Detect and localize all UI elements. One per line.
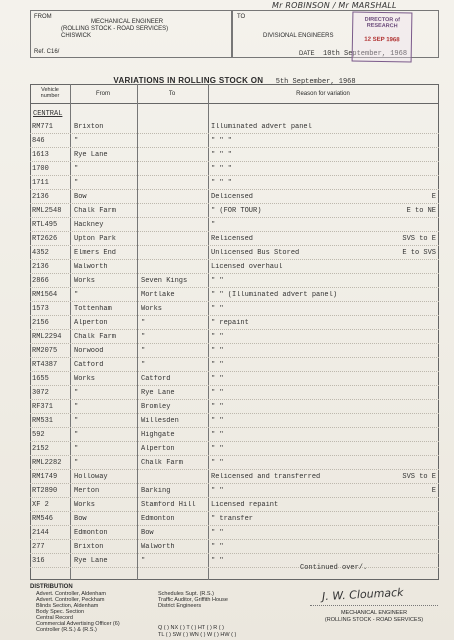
extra-cell: E to SVS — [402, 249, 436, 257]
reason-cell: " " (Illuminated advert panel) — [211, 291, 338, 299]
table-row — [30, 330, 439, 344]
to-cell: " — [141, 319, 146, 327]
table-row — [30, 358, 439, 372]
vehicle-cell: 2136 — [32, 193, 49, 201]
stamp-date: 12 SEP 1968 — [364, 36, 400, 44]
from-cell: Hackney — [74, 221, 104, 229]
to-cell: Mortlake — [141, 291, 175, 299]
from-cell: Norwood — [74, 347, 104, 355]
stamp-line-1: DIRECTOR of — [364, 16, 401, 24]
from-cell: " — [74, 291, 79, 299]
from-cell: Chalk Farm — [74, 207, 117, 215]
vehicle-cell: 2866 — [32, 277, 49, 285]
vehicle-cell: RML2282 — [32, 459, 62, 467]
table-row — [30, 288, 439, 302]
from-cell: " — [74, 137, 79, 145]
vehicle-cell: 1613 — [32, 151, 49, 159]
to-cell: " — [141, 347, 146, 355]
vehicle-cell: RM531 — [32, 417, 54, 425]
from-line-3: CHISWICK — [61, 33, 91, 39]
from-cell: Upton Park — [74, 235, 117, 243]
table-row — [30, 260, 439, 274]
table-row — [30, 302, 439, 316]
vehicle-cell: RTL495 — [32, 221, 58, 229]
reason-cell: " " " — [211, 137, 233, 145]
extra-cell: E — [431, 487, 436, 495]
table-row — [30, 344, 439, 358]
distribution-item: Blinds Section, Aldenham — [36, 603, 99, 609]
table-row — [30, 470, 439, 484]
distribution-item: Traffic Auditor, Griffith House — [158, 597, 228, 603]
title-label: VARIATIONS IN ROLLING STOCK ON — [113, 76, 264, 85]
distribution-item: District Engineers — [158, 603, 202, 609]
signer-title-2: (ROLLING STOCK - ROAD SERVICES) — [324, 617, 424, 623]
reason-cell: " " — [211, 459, 224, 467]
vehicle-cell: 846 — [32, 137, 45, 145]
distribution-item: Advert. Controller, Peckham — [36, 597, 105, 603]
vehicle-cell: 277 — [32, 543, 45, 551]
reason-cell: " " — [211, 305, 224, 313]
from-cell: " — [74, 459, 79, 467]
handwritten-addressee: Mr ROBINSON / Mr MARSHALL — [272, 1, 397, 10]
table-row — [30, 204, 439, 218]
from-cell: Catford — [74, 361, 104, 369]
date-label: DATE — [299, 51, 315, 57]
reason-cell: " " " — [211, 151, 233, 159]
from-line-2: (ROLLING STOCK - ROAD SERVICES) — [61, 26, 169, 32]
table-row — [30, 246, 439, 260]
reason-cell: " " — [211, 417, 224, 425]
reason-cell: " " — [211, 375, 224, 383]
from-cell: Brixton — [74, 543, 104, 551]
reason-cell: " " — [211, 333, 224, 341]
to-cell: Seven Kings — [141, 277, 188, 285]
vehicle-cell: RM2075 — [32, 347, 58, 355]
extra-cell: SVS to E — [402, 473, 436, 481]
to-cell: Rye Lane — [141, 389, 175, 397]
reason-cell: Illuminated advert panel — [211, 123, 312, 131]
to-cell: Bow — [141, 529, 154, 537]
table-row — [30, 414, 439, 428]
reason-cell: " " — [211, 529, 224, 537]
reason-cell: Delicensed — [211, 193, 254, 201]
to-cell: Highgate — [141, 431, 175, 439]
from-cell: Tottenham — [74, 305, 112, 313]
vehicle-cell: RT4387 — [32, 361, 58, 369]
reason-cell: " repaint — [211, 319, 249, 327]
col-header-reason: Reason for variation — [296, 91, 350, 97]
to-cell: Chalk Farm — [141, 459, 184, 467]
reason-cell: " " — [211, 361, 224, 369]
col-header-vehicle: Vehicle number — [40, 87, 60, 99]
signature-rule — [310, 605, 438, 606]
from-cell: " — [74, 403, 79, 411]
vehicle-cell: 1711 — [32, 179, 49, 187]
distribution-list-mid — [158, 591, 268, 609]
from-label: FROM — [34, 14, 52, 20]
reason-cell: " " — [211, 403, 224, 411]
date-value: 10th September, 1968 — [323, 50, 408, 58]
table-header-row — [30, 84, 439, 104]
to-cell: " — [141, 361, 146, 369]
table-row — [30, 456, 439, 470]
from-cell: Chalk Farm — [74, 333, 117, 341]
vehicle-cell: 2156 — [32, 319, 49, 327]
vehicle-cell: RT2890 — [32, 487, 58, 495]
reason-cell: " " " — [211, 165, 233, 173]
from-cell: Merton — [74, 487, 100, 495]
from-cell: Works — [74, 375, 96, 383]
vehicle-cell: 592 — [32, 431, 45, 439]
from-cell: " — [74, 179, 79, 187]
distribution-item: Schedules Supt. (R.S.) — [158, 591, 214, 597]
distribution-list-left — [36, 591, 161, 633]
table-row — [30, 442, 439, 456]
reason-cell: " — [211, 221, 216, 229]
distribution-label: DISTRIBUTION — [30, 584, 73, 590]
table-row — [30, 218, 439, 232]
table-row — [30, 120, 439, 134]
table-row — [30, 316, 439, 330]
vehicle-cell: RM1749 — [32, 473, 58, 481]
table-row — [30, 162, 439, 176]
table-row — [30, 484, 439, 498]
from-cell: Works — [74, 501, 96, 509]
reason-cell: " (FOR TOUR) — [211, 207, 262, 215]
table-row — [30, 372, 439, 386]
route-codes-line-2: TL ( ) SW ( ) WN ( ) W ( ) HW ( ) — [158, 632, 237, 638]
to-cell: Alperton — [141, 445, 175, 453]
to-cell: Bromley — [141, 403, 171, 411]
from-cell: " — [74, 389, 79, 397]
from-line-1: MECHANICAL ENGINEER — [91, 19, 164, 25]
reason-cell: Relicensed and transferred — [211, 473, 321, 481]
extra-cell: E — [431, 193, 436, 201]
from-cell: Rye Lane — [74, 557, 108, 565]
to-cell: Stamford Hill — [141, 501, 196, 509]
distribution-item: Controller (R.S.) & (R.S.) — [36, 627, 97, 633]
from-cell: Holloway — [74, 473, 108, 481]
table-row — [30, 148, 439, 162]
reason-cell: Relicensed — [211, 235, 254, 243]
from-cell: Elmers End — [74, 249, 117, 257]
reason-cell: " " — [211, 347, 224, 355]
from-box — [30, 10, 232, 58]
title-date: 5th September, 1968 — [275, 78, 356, 86]
from-cell: Brixton — [74, 123, 104, 131]
vehicle-cell: 2136 — [32, 263, 49, 271]
to-value: DIVISIONAL ENGINEERS — [263, 33, 334, 39]
from-cell: Walworth — [74, 263, 108, 271]
from-cell: " — [74, 417, 79, 425]
table-row — [30, 190, 439, 204]
distribution-item: Body Spec. Section — [36, 609, 85, 615]
vehicle-cell: RML2294 — [32, 333, 62, 341]
table-row — [30, 176, 439, 190]
vehicle-cell: 1655 — [32, 375, 49, 383]
reason-cell: Unlicensed Bus Stored — [211, 249, 300, 257]
from-cell: " — [74, 431, 79, 439]
table-row — [30, 386, 439, 400]
to-cell: " — [141, 333, 146, 341]
reason-cell: " transfer — [211, 515, 254, 523]
reason-cell: " " — [211, 277, 224, 285]
vehicle-cell: 3072 — [32, 389, 49, 397]
table-row — [30, 540, 439, 554]
signature: J. W. Cloumack — [321, 585, 404, 604]
to-label: TO — [237, 14, 246, 20]
received-stamp — [352, 11, 413, 62]
ref-label: Ref. C16/ — [34, 49, 60, 55]
from-cell: Works — [74, 277, 96, 285]
vehicle-cell: 4352 — [32, 249, 49, 257]
table-row — [30, 232, 439, 246]
table-row — [30, 526, 439, 540]
vehicle-cell: 1700 — [32, 165, 49, 173]
signer-title-1: MECHANICAL ENGINEER — [340, 610, 408, 616]
from-cell: Rye Lane — [74, 151, 108, 159]
reason-cell: " " — [211, 445, 224, 453]
to-cell: Edmonton — [141, 515, 175, 523]
stamp-line-2: RESEARCH — [366, 22, 398, 30]
vehicle-cell: RM1564 — [32, 291, 58, 299]
continued-note: Continued over/. — [300, 564, 368, 572]
distribution-item: Advert. Controller, Aldenham — [36, 591, 107, 597]
extra-cell: SVS to E — [402, 235, 436, 243]
distribution-item: Commercial Advertising Officer (6) — [36, 621, 120, 627]
vehicle-cell: 2144 — [32, 529, 49, 537]
to-cell: Catford — [141, 375, 171, 383]
from-cell: Alperton — [74, 319, 108, 327]
to-cell: Works — [141, 305, 163, 313]
table-body — [30, 120, 439, 565]
reason-cell: " " — [211, 487, 224, 495]
reason-cell: " " — [211, 543, 224, 551]
vehicle-cell: 316 — [32, 557, 45, 565]
vehicle-cell: 2152 — [32, 445, 49, 453]
from-lines — [61, 19, 231, 40]
table-row — [30, 554, 439, 568]
vehicle-cell: RF371 — [32, 403, 54, 411]
from-cell: Bow — [74, 193, 87, 201]
table-row — [30, 428, 439, 442]
reason-cell: " " " — [211, 179, 233, 187]
reason-cell: Licensed overhaul — [211, 263, 283, 271]
from-cell: " — [74, 165, 79, 173]
to-cell: Walworth — [141, 543, 175, 551]
to-cell: Willesden — [141, 417, 179, 425]
from-cell: Bow — [74, 515, 87, 523]
table-row — [30, 512, 439, 526]
table-row — [30, 134, 439, 148]
vehicle-cell: RM546 — [32, 515, 54, 523]
vehicle-cell: RT2626 — [32, 235, 58, 243]
vehicle-cell: RM771 — [32, 123, 54, 131]
from-cell: " — [74, 445, 79, 453]
col-header-from: From — [96, 91, 110, 97]
reason-cell: " " — [211, 389, 224, 397]
extra-cell: E to NE — [406, 207, 436, 215]
to-cell: Barking — [141, 487, 171, 495]
table-row — [30, 498, 439, 512]
section-label: CENTRAL — [33, 110, 63, 118]
to-cell: " — [141, 557, 146, 565]
vehicle-cell: XF 2 — [32, 501, 49, 509]
table-row — [30, 400, 439, 414]
distribution-item: Central Record — [36, 615, 73, 621]
table-row — [30, 274, 439, 288]
reason-cell: " " — [211, 431, 224, 439]
vehicle-cell: 1573 — [32, 305, 49, 313]
reason-cell: " " — [211, 557, 224, 565]
route-codes-line-1: Q ( ) NX ( ) T ( ) HT ( ) R ( ) — [158, 625, 224, 631]
reason-cell: Licensed repaint — [211, 501, 279, 509]
from-cell: Edmonton — [74, 529, 108, 537]
vehicle-cell: RML2548 — [32, 207, 62, 215]
col-header-to: To — [168, 91, 176, 97]
